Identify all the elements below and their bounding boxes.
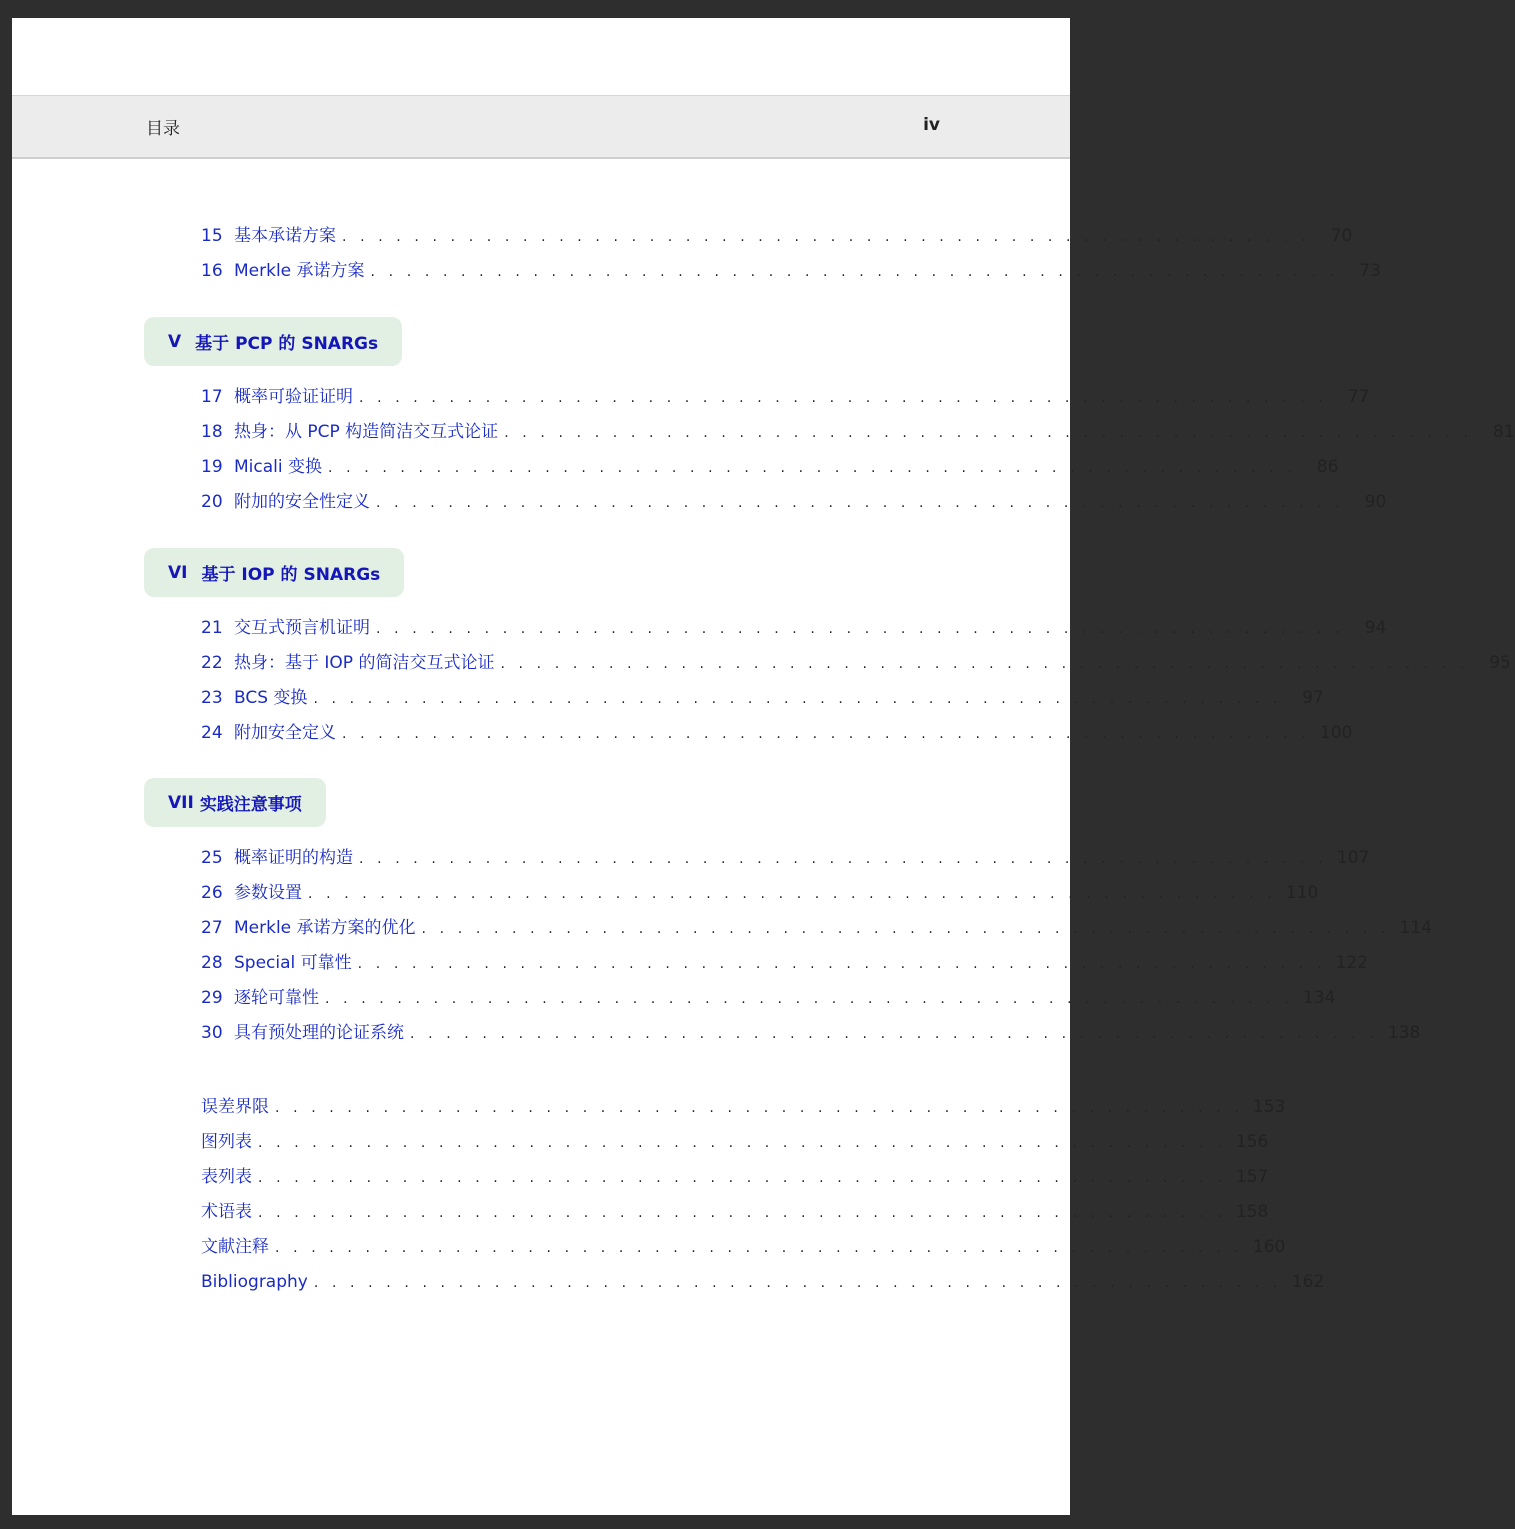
toc-entry-18[interactable] [201, 420, 1515, 444]
dot-leader: . . . . . . . . . . . . . . . . . . . . . . . . . . . . . . . . . . . . . . . . . . . . . . . . . . . . . . [359, 390, 1328, 406]
chapter-number: 19 [201, 457, 223, 477]
backmatter-title[interactable]: 术语表 [201, 1202, 252, 1222]
toc-entry-29[interactable] [201, 986, 1336, 1010]
chapter-number: 21 [201, 618, 223, 638]
chapter-title[interactable]: BCS 变换 [234, 688, 308, 708]
chapter-title[interactable]: 具有预处理的论证系统 [234, 1023, 404, 1043]
page-number[interactable]: 114 [1399, 918, 1432, 938]
chapter-title[interactable]: 热身：基于 IOP 的简洁交互式论证 [234, 653, 495, 673]
chapter-number: 24 [201, 723, 223, 743]
part-number: VI [168, 562, 188, 583]
dot-leader: . . . . . . . . . . . . . . . . . . . . . . . . . . . . . . . . . . . . . . . . . . . . . . . . . . . . . . [313, 691, 1282, 707]
chapter-number: 26 [201, 883, 223, 903]
dot-leader: . . . . . . . . . . . . . . . . . . . . . . . . . . . . . . . . . . . . . . . . . . . . . . . . . . . . . . [342, 229, 1311, 245]
part-heading-vii[interactable] [144, 778, 326, 827]
part-number: V [168, 331, 182, 352]
toc-entry-glossary[interactable] [201, 1200, 1269, 1224]
page-number[interactable]: 160 [1252, 1237, 1286, 1257]
chapter-title[interactable]: 附加安全定义 [234, 723, 336, 743]
running-header [12, 95, 1070, 159]
page-number[interactable]: 110 [1285, 883, 1319, 903]
toc-entry-15[interactable] [201, 224, 1353, 248]
dot-leader: . . . . . . . . . . . . . . . . . . . . . . . . . . . . . . . . . . . . . . . . . . . . . . . . . . . . . . [376, 621, 1345, 637]
backmatter-title[interactable]: Bibliography [201, 1272, 308, 1292]
dot-leader: . . . . . . . . . . . . . . . . . . . . . . . . . . . . . . . . . . . . . . . . . . . . . . . . . . . . . . [504, 425, 1473, 441]
dot-leader: . . . . . . . . . . . . . . . . . . . . . . . . . . . . . . . . . . . . . . . . . . . . . . . . . . . . . . [359, 851, 1328, 867]
chapter-number: 15 [201, 226, 223, 246]
toc-entry-27[interactable] [201, 916, 1432, 940]
page-number[interactable]: 95 [1489, 653, 1511, 673]
dot-leader: . . . . . . . . . . . . . . . . . . . . . . . . . . . . . . . . . . . . . . . . . . . . . . . . . . . . . . [258, 1170, 1227, 1186]
toc-entry-20[interactable] [201, 490, 1387, 514]
part-title: 实践注意事项 [199, 795, 302, 815]
dot-leader: . . . . . . . . . . . . . . . . . . . . . . . . . . . . . . . . . . . . . . . . . . . . . . . . . . . . . . [421, 921, 1390, 937]
toc-entry-19[interactable] [201, 455, 1339, 479]
chapter-title[interactable]: 交互式预言机证明 [234, 618, 370, 638]
chapter-number: 23 [201, 688, 223, 708]
page-number[interactable]: 81 [1492, 422, 1515, 442]
toc-entry-22[interactable] [201, 651, 1511, 675]
chapter-title[interactable]: 基本承诺方案 [234, 226, 336, 246]
toc-entry-28[interactable] [201, 951, 1369, 975]
backmatter-title[interactable]: 图列表 [201, 1132, 252, 1152]
chapter-title[interactable]: 热身：从 PCP 构造简洁交互式论证 [234, 422, 499, 442]
backmatter-title[interactable]: 表列表 [201, 1167, 252, 1187]
header-title: 目录 [146, 119, 180, 139]
part-heading-vi[interactable] [144, 548, 404, 597]
page-number[interactable]: 77 [1347, 387, 1370, 407]
dot-leader: . . . . . . . . . . . . . . . . . . . . . . . . . . . . . . . . . . . . . . . . . . . . . . . . . . . . . . [325, 991, 1294, 1007]
page-number[interactable]: 157 [1235, 1167, 1269, 1187]
dot-leader: . . . . . . . . . . . . . . . . . . . . . . . . . . . . . . . . . . . . . . . . . . . . . . . . . . . . . . [328, 460, 1297, 476]
toc-entry-24[interactable] [201, 721, 1353, 745]
backmatter-title[interactable]: 误差界限 [201, 1097, 269, 1117]
chapter-title[interactable]: 概率证明的构造 [234, 848, 353, 868]
dot-leader: . . . . . . . . . . . . . . . . . . . . . . . . . . . . . . . . . . . . . . . . . . . . . . . . . . . . . . [258, 1135, 1227, 1151]
chapter-title[interactable]: Special 可靠性 [234, 953, 352, 973]
toc-entry-bibliography[interactable] [201, 1270, 1325, 1294]
dot-leader: . . . . . . . . . . . . . . . . . . . . . . . . . . . . . . . . . . . . . . . . . . . . . . . . . . . . . . [376, 495, 1345, 511]
page-number[interactable]: 90 [1364, 492, 1387, 512]
chapter-title[interactable]: Merkle 承诺方案 [234, 261, 365, 281]
page-number[interactable]: 134 [1302, 988, 1336, 1008]
page-number[interactable]: 156 [1235, 1132, 1269, 1152]
dot-leader: . . . . . . . . . . . . . . . . . . . . . . . . . . . . . . . . . . . . . . . . . . . . . . . . . . . . . . [342, 726, 1311, 742]
page-number[interactable]: 153 [1252, 1097, 1286, 1117]
dot-leader: . . . . . . . . . . . . . . . . . . . . . . . . . . . . . . . . . . . . . . . . . . . . . . . . . . . . . . [275, 1100, 1244, 1116]
toc-entry-23[interactable] [201, 686, 1324, 710]
toc-entry-error-bounds[interactable] [201, 1095, 1286, 1119]
page-number[interactable]: 122 [1335, 953, 1369, 973]
page-number[interactable]: 100 [1319, 723, 1353, 743]
chapter-number: 17 [201, 387, 223, 407]
dot-leader: . . . . . . . . . . . . . . . . . . . . . . . . . . . . . . . . . . . . . . . . . . . . . . . . . . . . . . [500, 656, 1469, 672]
page-number[interactable]: 73 [1359, 261, 1381, 281]
page-number[interactable]: 158 [1235, 1202, 1269, 1222]
page-number[interactable]: 86 [1316, 457, 1339, 477]
chapter-title[interactable]: 概率可验证证明 [234, 387, 353, 407]
document-page [12, 18, 1515, 1515]
dot-leader: . . . . . . . . . . . . . . . . . . . . . . . . . . . . . . . . . . . . . . . . . . . . . . . . . . . . . . [370, 264, 1339, 280]
part-heading-v[interactable] [144, 317, 402, 366]
toc-entry-list-of-tables[interactable] [201, 1165, 1269, 1189]
dot-leader: . . . . . . . . . . . . . . . . . . . . . . . . . . . . . . . . . . . . . . . . . . . . . . . . . . . . . . [313, 1275, 1283, 1291]
toc-entry-17[interactable] [201, 385, 1370, 409]
chapter-title[interactable]: Merkle 承诺方案的优化 [234, 918, 416, 938]
page-number[interactable]: 97 [1302, 688, 1324, 708]
chapter-number: 27 [201, 918, 223, 938]
page-number[interactable]: 107 [1336, 848, 1370, 868]
chapter-number: 29 [201, 988, 223, 1008]
chapter-title[interactable]: 逐轮可靠性 [234, 988, 319, 1008]
chapter-number: 30 [201, 1023, 223, 1043]
chapter-number: 16 [201, 261, 223, 281]
chapter-title[interactable]: Micali 变换 [234, 457, 323, 477]
part-title: 基于 PCP 的 SNARGs [195, 334, 379, 354]
page-number[interactable]: 162 [1291, 1272, 1325, 1292]
part-title: 基于 IOP 的 SNARGs [201, 565, 381, 585]
chapter-title[interactable]: 参数设置 [234, 883, 302, 903]
toc-entry-21[interactable] [201, 616, 1387, 640]
page-number[interactable]: 70 [1330, 226, 1353, 246]
chapter-number: 25 [201, 848, 223, 868]
toc-entry-list-of-figures[interactable] [201, 1130, 1269, 1154]
chapter-title[interactable]: 附加的安全性定义 [234, 492, 370, 512]
page-number[interactable]: 138 [1387, 1023, 1421, 1043]
header-page-number: iv [923, 115, 940, 135]
dot-leader: . . . . . . . . . . . . . . . . . . . . . . . . . . . . . . . . . . . . . . . . . . . . . . . . . . . . . . [275, 1240, 1244, 1256]
part-number: VII [168, 792, 194, 813]
toc-entry-16[interactable] [201, 259, 1381, 283]
dot-leader: . . . . . . . . . . . . . . . . . . . . . . . . . . . . . . . . . . . . . . . . . . . . . . . . . . . . . . [357, 956, 1327, 972]
page-number[interactable]: 94 [1364, 618, 1387, 638]
chapter-number: 22 [201, 653, 223, 673]
toc-entry-26[interactable] [201, 881, 1319, 905]
chapter-number: 18 [201, 422, 223, 442]
toc-entry-30[interactable] [201, 1021, 1421, 1045]
toc-entry-25[interactable] [201, 846, 1370, 870]
dot-leader: . . . . . . . . . . . . . . . . . . . . . . . . . . . . . . . . . . . . . . . . . . . . . . . . . . . . . . [308, 886, 1277, 902]
dot-leader: . . . . . . . . . . . . . . . . . . . . . . . . . . . . . . . . . . . . . . . . . . . . . . . . . . . . . . [410, 1026, 1379, 1042]
dot-leader: . . . . . . . . . . . . . . . . . . . . . . . . . . . . . . . . . . . . . . . . . . . . . . . . . . . . . . [258, 1205, 1227, 1221]
backmatter-title[interactable]: 文献注释 [201, 1237, 269, 1257]
chapter-number: 28 [201, 953, 223, 973]
chapter-number: 20 [201, 492, 223, 512]
toc-entry-bibliographic-notes[interactable] [201, 1235, 1286, 1259]
